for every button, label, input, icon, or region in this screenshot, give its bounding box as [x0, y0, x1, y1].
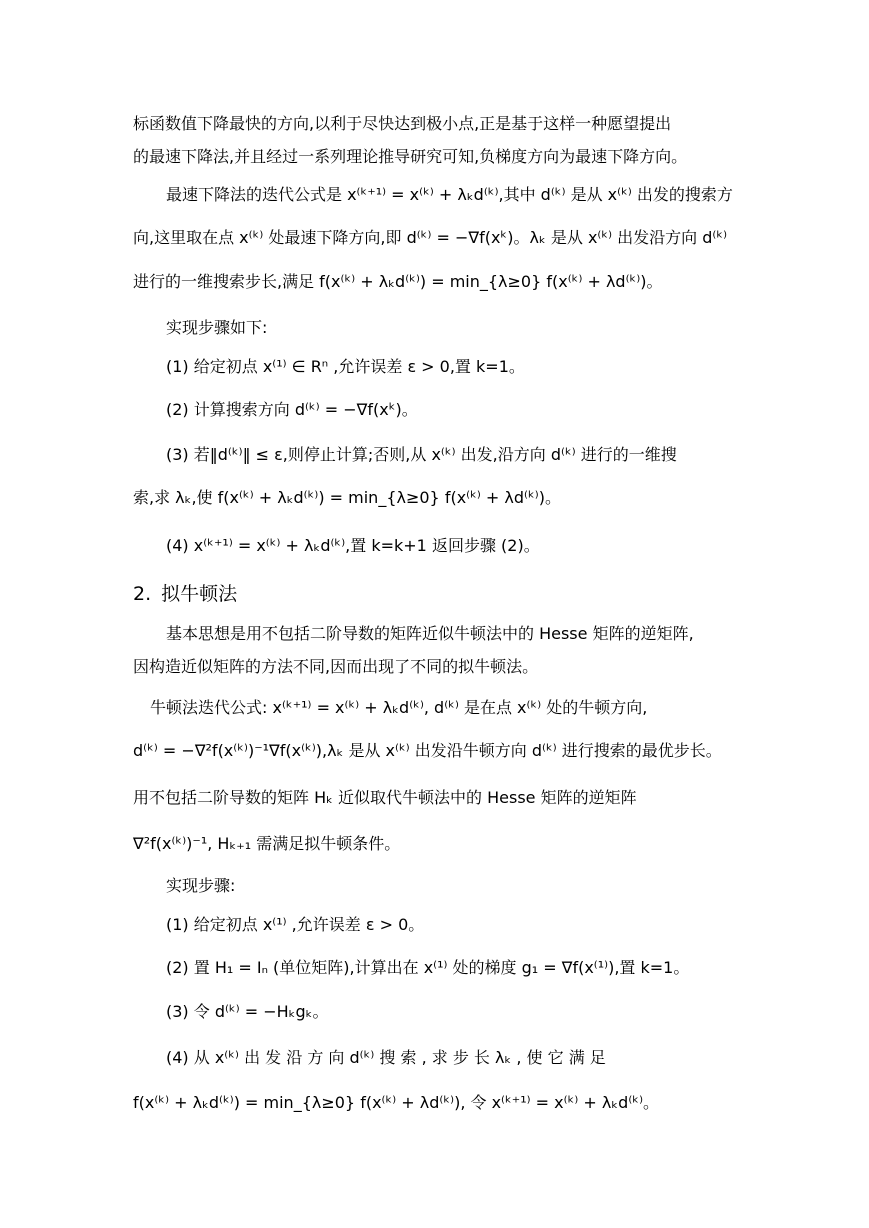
- paragraph-line: 向,这里取在点 x⁽ᵏ⁾ 处最速下降方向,即 d⁽ᵏ⁾ = −∇f(xᵏ)。λₖ 是从 x⁽ᵏ⁾ 出发沿方向 d⁽ᵏ⁾: [133, 228, 728, 247]
- list-item: (3) 令 d⁽ᵏ⁾ = −Hₖgₖ。: [166, 1002, 329, 1021]
- paragraph-line: 实现步骤:: [166, 876, 236, 895]
- list-item: (1) 给定初点 x⁽¹⁾ ∈ Rⁿ ,允许误差 ε > 0,置 k=1。: [166, 357, 525, 376]
- paragraph-line: 用不包括二阶导数的矩阵 Hₖ 近似取代牛顿法中的 Hesse 矩阵的逆矩阵: [133, 788, 637, 807]
- section-heading: [133, 581, 237, 607]
- list-item: (3) 若‖d⁽ᵏ⁾‖ ≤ ε,则停止计算;否则,从 x⁽ᵏ⁾ 出发,沿方向 d⁽ᵏ⁾ 进行的一维搜: [166, 445, 677, 464]
- paragraph-line: 的最速下降法,并且经过一系列理论推导研究可知,负梯度方向为最速下降方向。: [133, 147, 688, 166]
- list-item: (2) 置 H₁ = Iₙ (单位矩阵),计算出在 x⁽¹⁾ 处的梯度 g₁ = ∇f(x⁽¹⁾),置 k=1。: [166, 958, 690, 977]
- paragraph-line: 进行的一维搜索步长,满足 f(x⁽ᵏ⁾ + λₖd⁽ᵏ⁾) = min_{λ≥0} f(x⁽ᵏ⁾ + λd⁽ᵏ⁾)。: [133, 272, 663, 291]
- list-item: (2) 计算搜索方向 d⁽ᵏ⁾ = −∇f(xᵏ)。: [166, 400, 418, 419]
- paragraph-line: 标函数值下降最快的方向,以利于尽快达到极小点,正是基于这样一种愿望提出: [133, 114, 672, 133]
- section-number: 2.: [133, 583, 152, 605]
- paragraph-line: 最速下降法的迭代公式是 x⁽ᵏ⁺¹⁾ = x⁽ᵏ⁾ + λₖd⁽ᵏ⁾,其中 d⁽ᵏ⁾ 是从 x⁽ᵏ⁾ 出发的搜索方: [166, 185, 733, 204]
- paragraph-line: 牛顿法迭代公式: x⁽ᵏ⁺¹⁾ = x⁽ᵏ⁾ + λₖd⁽ᵏ⁾, d⁽ᵏ⁾ 是在点 x⁽ᵏ⁾ 处的牛顿方向,: [150, 698, 648, 717]
- paragraph-line: 因构造近似矩阵的方法不同,因而出现了不同的拟牛顿法。: [133, 657, 539, 676]
- section-title: 拟牛顿法: [161, 583, 238, 605]
- paragraph-line: d⁽ᵏ⁾ = −∇²f(x⁽ᵏ⁾)⁻¹∇f(x⁽ᵏ⁾),λₖ 是从 x⁽ᵏ⁾ 出发沿牛顿方向 d⁽ᵏ⁾ 进行搜索的最优步长。: [133, 741, 722, 760]
- list-item: (4) 从 x⁽ᵏ⁾ 出 发 沿 方 向 d⁽ᵏ⁾ 搜 索 , 求 步 长 λₖ , 使 它 满 足: [166, 1048, 606, 1067]
- list-item: 索,求 λₖ,使 f(x⁽ᵏ⁾ + λₖd⁽ᵏ⁾) = min_{λ≥0} f(x⁽ᵏ⁾ + λd⁽ᵏ⁾)。: [133, 488, 561, 507]
- paragraph-line: 基本思想是用不包括二阶导数的矩阵近似牛顿法中的 Hesse 矩阵的逆矩阵,: [166, 624, 694, 643]
- list-item: f(x⁽ᵏ⁾ + λₖd⁽ᵏ⁾) = min_{λ≥0} f(x⁽ᵏ⁾ + λd⁽ᵏ⁾), 令 x⁽ᵏ⁺¹⁾ = x⁽ᵏ⁾ + λₖd⁽ᵏ⁾。: [133, 1093, 659, 1112]
- list-item: (1) 给定初点 x⁽¹⁾ ,允许误差 ε > 0。: [166, 915, 425, 934]
- paragraph-line: 实现步骤如下:: [166, 318, 268, 337]
- list-item: (4) x⁽ᵏ⁺¹⁾ = x⁽ᵏ⁾ + λₖd⁽ᵏ⁾,置 k=k+1 返回步骤 (2)。: [166, 536, 540, 555]
- paragraph-line: ∇²f(x⁽ᵏ⁾)⁻¹, Hₖ₊₁ 需满足拟牛顿条件。: [133, 834, 401, 853]
